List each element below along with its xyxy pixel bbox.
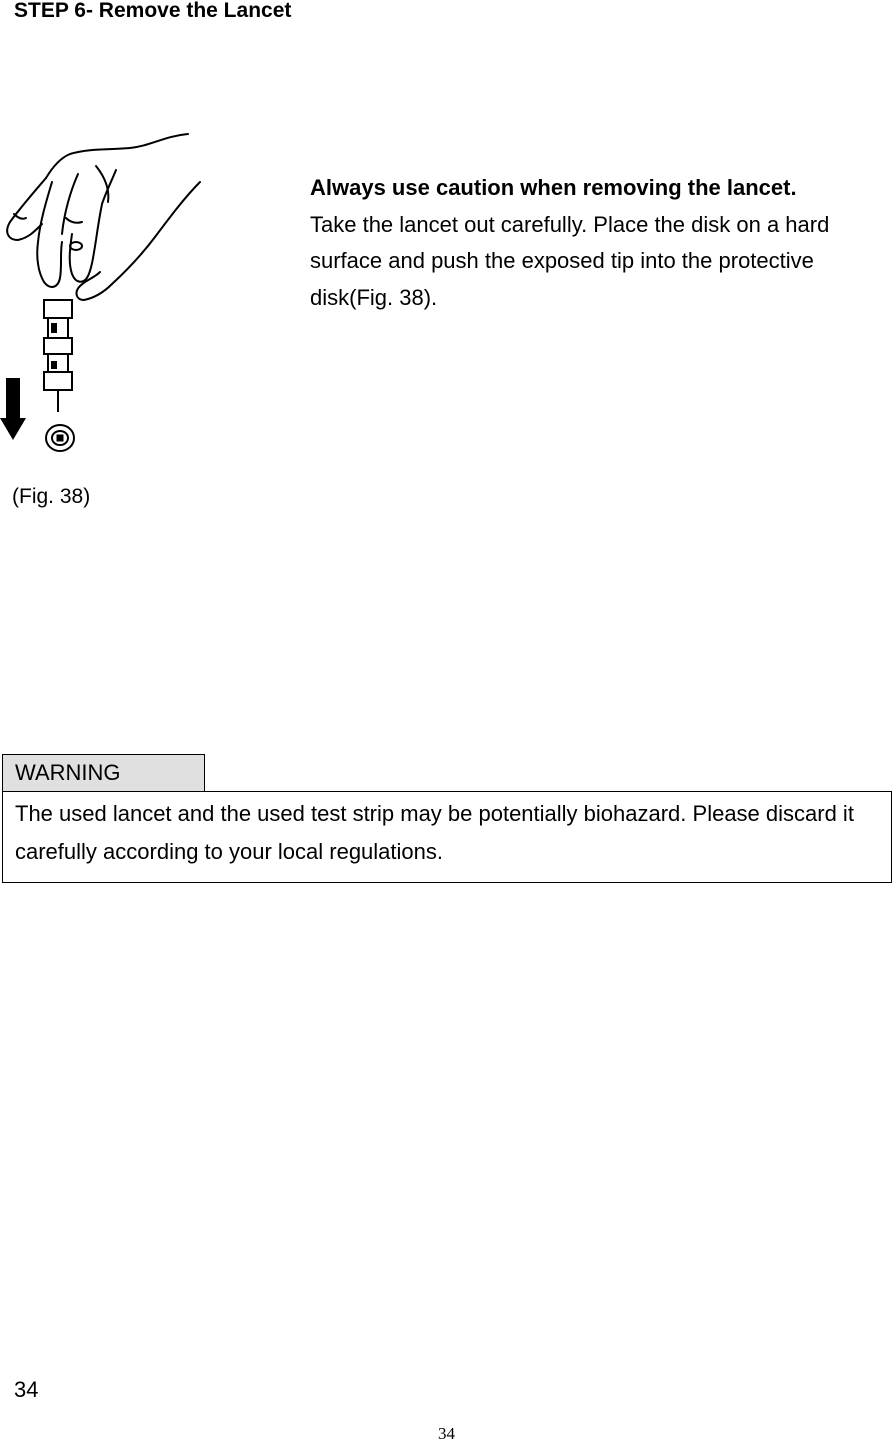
instruction-text xyxy=(310,170,885,316)
lancet-removal-illustration xyxy=(0,122,218,474)
lancet-icon xyxy=(44,300,72,412)
warning-box xyxy=(2,791,892,883)
down-arrow-icon xyxy=(0,378,26,440)
page-number: 34 xyxy=(14,1377,39,1402)
figure-caption: (Fig. 38) xyxy=(12,485,91,508)
page-number-footer: 34 xyxy=(438,1424,455,1443)
warning-label: WARNING xyxy=(2,754,205,791)
step-title: STEP 6- Remove the Lancet xyxy=(14,0,292,22)
protective-disk-icon xyxy=(46,425,74,451)
instruction-body: Take the lancet out carefully. Place the disk on a hard surface and push the exposed tip into the protective disk(Fig. 38). xyxy=(310,211,830,310)
warning-text: The used lancet and the used test strip may be potentially biohazard. Please discard it carefully according to your local regulations. xyxy=(15,801,854,864)
hand-holding-lancet-icon xyxy=(7,134,200,300)
instruction-heading: Always use caution when removing the lancet. xyxy=(310,175,797,200)
